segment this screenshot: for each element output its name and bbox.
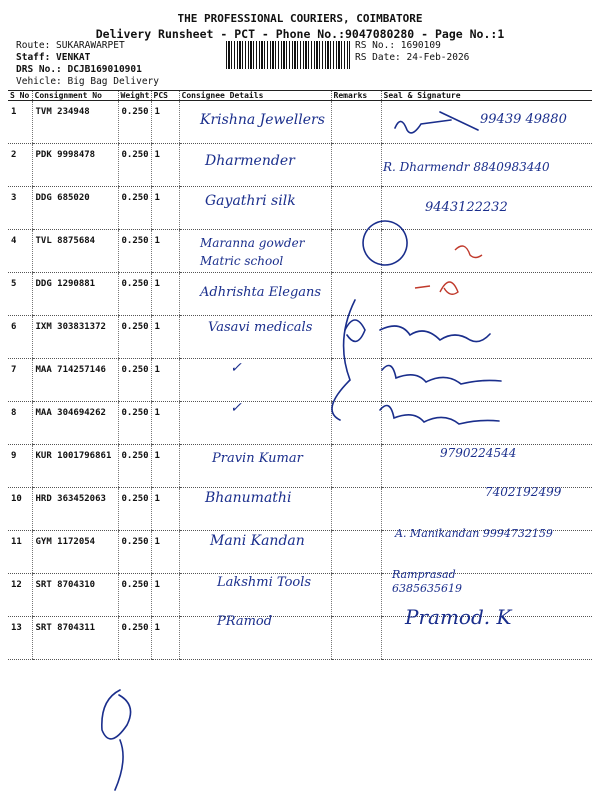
cell-cons: KUR 1001796861: [32, 445, 118, 488]
bottom-signature: [102, 690, 131, 790]
cell-cons: GYM 1172054: [32, 531, 118, 574]
cell-weight: 0.250: [118, 445, 151, 488]
vehicle-text: Vehicle: Big Bag Delivery: [16, 76, 159, 87]
cell-pcs: 1: [151, 101, 179, 144]
cell-pcs: 1: [151, 144, 179, 187]
cell-cons: PDK 9998478: [32, 144, 118, 187]
cell-cons: DDG 685020: [32, 187, 118, 230]
cell-cons: MAA 714257146: [32, 359, 118, 402]
column-header: S No: [8, 91, 32, 101]
cell-weight: 0.250: [118, 574, 151, 617]
cell-sno: 3: [8, 187, 32, 230]
route-text: Route: SUKARAWARPET: [16, 40, 125, 51]
consignee-hw-13: PRamod: [217, 614, 273, 629]
cell-weight: 0.250: [118, 359, 151, 402]
cell-sno: 10: [8, 488, 32, 531]
column-header: Weight: [118, 91, 151, 101]
cell-cons: HRD 363452063: [32, 488, 118, 531]
signature-scribble-6: [345, 320, 490, 342]
consignee-hw-5: Adhrishta Elegans: [200, 285, 322, 300]
cell-cons: TVL 8875684: [32, 230, 118, 273]
cell-pcs: 1: [151, 402, 179, 445]
drs-number: DRS No.: DCJB169010901: [16, 64, 142, 75]
cell-weight: 0.250: [118, 531, 151, 574]
cell-sno: 9: [8, 445, 32, 488]
cell-weight: 0.250: [118, 488, 151, 531]
runsheet-title: Delivery Runsheet - PCT - Phone No.:9047080280 - Page No.:1: [95, 27, 505, 41]
cell-weight: 0.250: [118, 187, 151, 230]
cell-cons: MAA 304694262: [32, 402, 118, 445]
cell-pcs: 1: [151, 187, 179, 230]
cell-pcs: 1: [151, 574, 179, 617]
consignee-hw-2: Dharmender: [205, 153, 295, 169]
column-header: Remarks: [331, 91, 381, 101]
cell-cons: IXM 303831372: [32, 316, 118, 359]
cell-weight: 0.250: [118, 144, 151, 187]
cell-sno: 4: [8, 230, 32, 273]
consignee-hw-12: Lakshmi Tools: [217, 575, 312, 590]
cell-cons: SRT 8704311: [32, 617, 118, 660]
stamp-circle: [363, 221, 407, 265]
cell-sno: 13: [8, 617, 32, 660]
red-mark-4: [455, 246, 482, 258]
seal-hw-10: 7402192499: [485, 485, 562, 499]
cell-weight: 0.250: [118, 230, 151, 273]
seal-hw-11: A. Manikandan 9994732159: [395, 527, 553, 540]
seal-hw-13: Pramod. K: [405, 605, 512, 629]
cell-sno: 6: [8, 316, 32, 359]
cell-sno: 12: [8, 574, 32, 617]
signature-scribble-8: [380, 406, 499, 425]
consignee-hw-1: Krishna Jewellers: [200, 112, 325, 128]
cell-weight: 0.250: [118, 273, 151, 316]
large-loop-stroke: [332, 300, 355, 420]
column-header: Consignment No: [32, 91, 118, 101]
staff-text: Staff: VENKAT: [16, 52, 91, 63]
seal-hw-12: Ramprasad 6385635619: [392, 568, 462, 595]
seal-hw-3: 9443122232: [425, 200, 508, 215]
seal-hw-2: R. Dharmendr 8840983440: [383, 160, 550, 174]
rs-number: RS No.: 1690109: [355, 40, 441, 51]
cell-cons: TVM 234948: [32, 101, 118, 144]
consignee-hw-8: ✓: [230, 400, 242, 416]
cell-pcs: 1: [151, 230, 179, 273]
signature-scribble-7: [382, 366, 501, 385]
rs-date: RS Date: 24-Feb-2026: [355, 52, 470, 63]
cell-sno: 1: [8, 101, 32, 144]
cell-sno: 8: [8, 402, 32, 445]
consignee-hw-9: Pravin Kumar: [212, 451, 303, 466]
consignee-hw-3: Gayathri silk: [205, 193, 296, 209]
column-header: Consignee Details: [179, 91, 331, 101]
cell-cons: DDG 1290881: [32, 273, 118, 316]
consignee-hw-6: Vasavi medicals: [208, 320, 313, 335]
cell-weight: 0.250: [118, 402, 151, 445]
cell-weight: 0.250: [118, 617, 151, 660]
cell-pcs: 1: [151, 359, 179, 402]
consignee-hw-11: Mani Kandan: [210, 533, 305, 549]
column-header: Seal & Signature: [381, 91, 592, 101]
seal-hw-1: 99439 49880: [480, 112, 567, 127]
consignee-hw-10: Bhanumathi: [205, 490, 292, 506]
cell-pcs: 1: [151, 531, 179, 574]
column-header: PCS: [151, 91, 179, 101]
consignee-hw-4: Maranna gowder Matric school: [200, 236, 305, 268]
cell-sno: 11: [8, 531, 32, 574]
cell-pcs: 1: [151, 617, 179, 660]
cell-sno: 7: [8, 359, 32, 402]
cell-pcs: 1: [151, 316, 179, 359]
cell-weight: 0.250: [118, 316, 151, 359]
cell-sno: 5: [8, 273, 32, 316]
consignee-hw-7: ✓: [230, 360, 242, 376]
company-name: THE PROFESSIONAL COURIERS, COIMBATORE: [177, 12, 423, 25]
cell-cons: SRT 8704310: [32, 574, 118, 617]
cell-pcs: 1: [151, 445, 179, 488]
cell-weight: 0.250: [118, 101, 151, 144]
cell-pcs: 1: [151, 488, 179, 531]
red-mark-5: [415, 282, 458, 294]
signature-scribble-1: [395, 112, 478, 133]
cell-pcs: 1: [151, 273, 179, 316]
cell-sno: 2: [8, 144, 32, 187]
seal-hw-9: 9790224544: [440, 446, 517, 460]
